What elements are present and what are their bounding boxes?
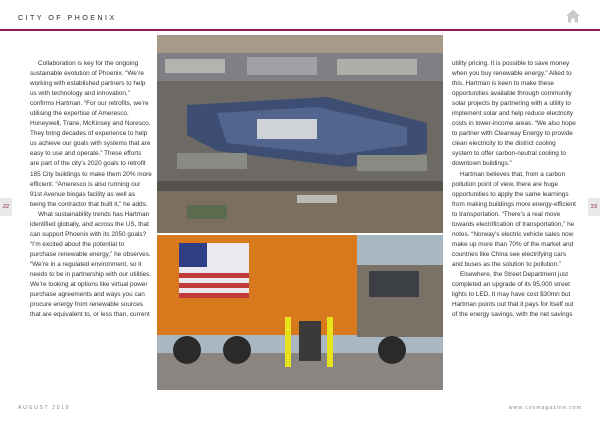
garbage-truck-photo [157,235,443,390]
page-number-left[interactable]: 22 [0,198,12,216]
paragraph: Collaboration is key for the ongoing sustainable evolution of Phoenix. “We’re working with established partners to help us with technology and innovation,” confirms Hartman. “For our retrofits, we’re utilising the expertise of Ameresco, Honeywell, Trane, McKinsey and Noresco. They bring decades of experience to help us achieve our goals with systems that are easy to use and operate.” These efforts are part of the city’s 2020 goals to retrofit 185 City buildings to make them 20% more efficient. “Ameresco is also running our 91st Avenue biogas facility as well as being the contractor that built it,” he adds. [30,60,152,208]
publication-title: CITY OF PHOENIX [18,13,117,22]
left-column [30,59,152,320]
footer-date: AUGUST 2019 [18,405,71,411]
paragraph: Hartman believes that, from a carbon pollution point of view, there are huge opportunities to apply the same learnings from making buildings more energy-efficient to transportation. “There’s a real move towards electrification of transportation,” he notes. “Norway’s electric vehicle sales now make up more than 70% of the market and countries like China see electrifying cars and buses as the solution to pollution.” [452,170,576,268]
footer-url[interactable]: www.cvomagazine.com [508,405,582,411]
header-rule [0,29,600,31]
paragraph: utility pricing. It is possible to save money when you buy renewable energy.” Allied to this, Hartman is keen to make these opportunities available through community solar projects by partnering with a utility to implement solar and help reduce electricity costs in lower-income areas. “We also hope to partner with Clearway Energy to provide clean electricity to the district cooling system to offer carbon-neutral cooling to downtown buildings.” [452,60,576,168]
page-header [0,0,600,33]
page-number-right[interactable]: 23 [588,198,600,216]
paragraph: What sustainability trends has Hartman identified globally, and across the US, that can support Phoenix with its 2050 goals? “I’m excited about the potential to purchase renewable energy,” he observes. “We’re in a regulated environment, so it needs to be in partnership with our utilities. We’re looking at options like virtual power purchase agreements and ways you can procure energy from renewable sources that are equivalent to, or less than, current [30,210,152,319]
aerial-solar-photo [157,35,443,233]
right-column [452,59,577,320]
paragraph: Elsewhere, the Street Department just completed an upgrade of its 95,000 street lights to LED. It may have cost $30mn but Hartman points out that it pays for itself out of the energy savings, with the net savings [452,270,574,319]
home-icon[interactable] [565,8,581,24]
